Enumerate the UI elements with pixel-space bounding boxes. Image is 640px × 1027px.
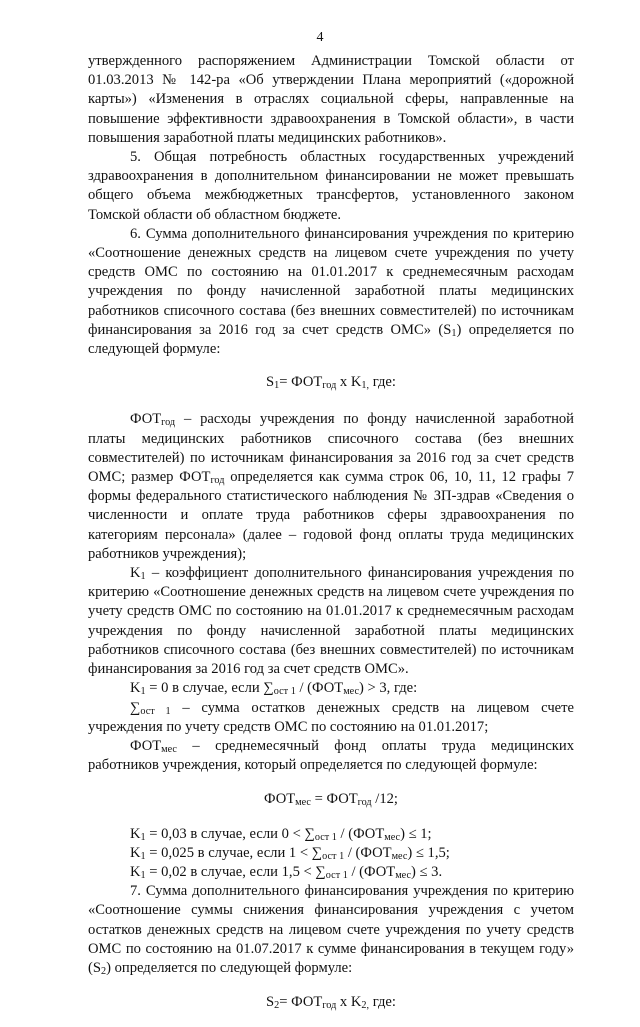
paragraph-6-tail: ) определяется по следующей формуле: bbox=[88, 321, 575, 358]
k-rule: $K_1 = 0,02$ в случае, если $1,5 < \sum_{ост 1} / (ФОТ_{мес}) \le 3$. bbox=[130, 863, 443, 881]
k1-definition: $K_1$ – коэффициент дополнительного финансирования учреждения по критерию «Соотношение денежных средств на лицевом счете учреждения по учету средств ОМС по состоянию на 01.01.2017 к среднемесячным расходам учреждения по фонду начисленной заработной платы медицинских работников списочного состава (без внешних совместителей) по источникам финансирования за 2016 год за счет средств ОМС». bbox=[88, 565, 574, 678]
formula-s2: $S_2= ФОТ_{год}$ x $K_{2,}$ где: bbox=[266, 994, 396, 1012]
paragraph-5: 5. Общая потребность областных государственных учреждений здравоохранения в дополнительном финансировании не может превышать общего объема межбюджетных трансфертов, установленного законом Томской области об областном бюджете. bbox=[88, 149, 574, 223]
k-rule: $K_1 = 0,025$ в случае, если $1 < \sum_{ост 1} / (ФОТ_{мес}) \le 1,5$; bbox=[130, 844, 450, 862]
k-rule: $K_1 = 0,03$ в случае, если $0 < \sum_{ост 1} / (ФОТ_{мес}) \le 1$; bbox=[130, 825, 432, 843]
k1-zero-rule: $K_1 = 0$ в случае, если $\sum_{ост 1} / (ФОТ_{мес}) > 3$, где: bbox=[130, 680, 418, 698]
formula-s1: $S_1= ФОТ_{год}$ x $K_{1,}$ где: bbox=[266, 374, 396, 392]
paragraph-7-sub: 2 bbox=[100, 965, 107, 977]
paragraph-7-text: 7. Сумма дополнительного финансирования учреждения по критерию «Соотношение суммы снижения финансирования учреждения с учетом остатков денежных средств на лицевом счете учреждения по учету средств ОМС по состоянию на 01.07.2017 к сумме финансирования в текущем году» (S bbox=[88, 883, 574, 976]
document-body bbox=[88, 52, 574, 1027]
paragraph-6-sub: 1 bbox=[451, 327, 457, 339]
fot-definition: $ФОТ_{год}$ – расходы учреждения по фонду начисленной заработной платы медицинских работников списочного состава (без внешних совместителей) по источникам финансирования за 2016 год за счет средств ОМС; размер $ФОТ_{год}$ определяется как сумма строк 06, 10, 11, 12 графы 7 формы федерального статистического наблюдения № ЗП-здрав «Сведения о численности и оплате труда работников сферы здравоохранения по категориям персонала» (далее – годовой фонд оплаты труда медицинских работников учреждения); bbox=[88, 411, 574, 562]
intro-paragraph: утвержденного распоряжением Администрации Томской области от 01.03.2013 № 142-ра «Об утверждении Плана мероприятий («дорожной карты») «Изменения в отраслях социальной сферы, направленные на повышение эффективности здравоохранения в Томской области», в части повышения заработной платы медицинских работников». bbox=[88, 53, 574, 146]
formula-fot-mes: $ФОТ_{мес} = ФОТ_{год}$ /12; bbox=[264, 791, 398, 809]
paragraph-7 bbox=[88, 882, 574, 978]
paragraph-6 bbox=[88, 225, 574, 359]
paragraph-7-tail: ) определяется по следующей формуле: bbox=[106, 959, 353, 976]
paragraph-6-text: 6. Сумма дополнительного финансирования учреждения по критерию «Соотношение денежных средств на лицевом счете учреждения по учету средств ОМС по состоянию на 01.01.2017 к среднемесячным расходам учреждения по фонду начисленной заработной платы медицинских работников списочного состава (без внешних совместителей) по источникам финансирования за 2016 год за счет средств ОМС» (S bbox=[88, 225, 574, 338]
sum-definition: $\sum_{ост 1}$ – сумма остатков денежных средств на лицевом счете учреждения по учету средств ОМС по состоянию на 01.01.2017; bbox=[88, 699, 574, 735]
fot-mes-definition: $ФОТ_{мес}$ – среднемесячный фонд оплаты труда медицинских работников учреждения, который определяется по следующей формуле: bbox=[88, 737, 574, 774]
page-number: 4 bbox=[316, 30, 324, 45]
